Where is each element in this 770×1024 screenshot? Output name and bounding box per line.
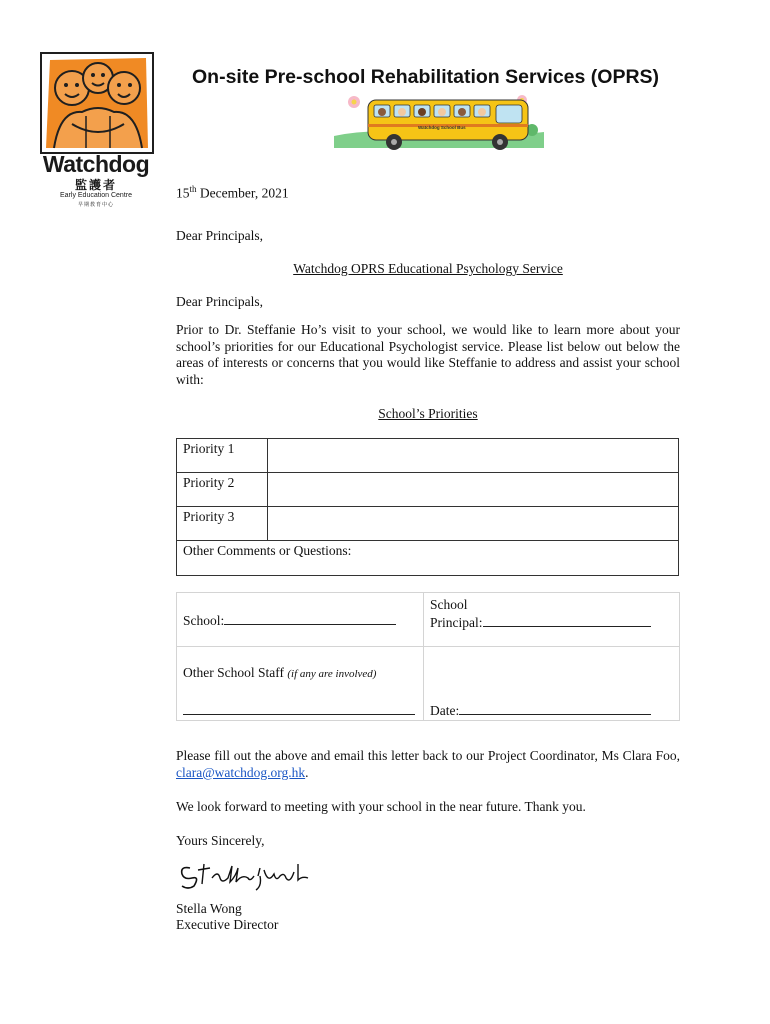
logo-wordmark: Watchdog	[42, 151, 150, 177]
logo-children-illustration	[40, 52, 154, 154]
letter-subject: Watchdog OPRS Educational Psychology Service	[293, 261, 563, 276]
closing-paragraph	[176, 748, 680, 781]
signer-title: Executive Director	[176, 917, 279, 932]
logo-chinese-name: 監護者	[74, 178, 117, 192]
bus-label: Watchdog School Bus	[418, 125, 466, 130]
look-forward-text: We look forward to meeting with your school in the near future. Thank you.	[176, 799, 586, 814]
staff-note: (if any are involved)	[287, 668, 377, 680]
priority-label: Priority 2	[177, 473, 268, 507]
priorities-table	[176, 438, 679, 576]
priority-row	[177, 473, 679, 507]
principal-blank-line	[483, 613, 651, 627]
signer-name: Stella Wong	[176, 901, 242, 916]
principal-field[interactable]	[424, 593, 680, 647]
logo-subtitle: Early Education Centre	[60, 192, 132, 199]
watchdog-logo	[40, 52, 152, 208]
date-suffix: th	[189, 184, 197, 194]
handwritten-signature	[176, 856, 316, 892]
intro-paragraph: Prior to Dr. Steffanie Ho’s visit to your school, we would like to learn more about your school’s priorities for our Educational Psychologist service. Please list below out below the areas of interests or concerns that you would like Steffanie to address and assist your school with:	[176, 322, 680, 387]
staff-field[interactable]	[177, 647, 424, 721]
principal-label-line1: School	[430, 597, 468, 612]
priority-2-field[interactable]	[268, 473, 679, 507]
other-comments-row[interactable]	[177, 541, 679, 576]
priority-label: Priority 3	[177, 507, 268, 541]
coordinator-email-link[interactable]: clara@watchdog.org.hk	[176, 764, 306, 780]
priority-row	[177, 507, 679, 541]
closing-text: Please fill out the above and email this letter back to our Project Coordinator, Ms Clara Foo,	[176, 748, 680, 763]
school-bus-illustration	[332, 92, 546, 156]
sign-off: Yours Sincerely,	[176, 833, 265, 848]
date-month-year: December, 2021	[196, 185, 289, 201]
greeting-2: Dear Principals,	[176, 294, 263, 309]
date-blank-line	[459, 701, 651, 715]
letter-date	[176, 181, 289, 202]
date-day: 15	[176, 185, 190, 201]
date-field[interactable]	[424, 647, 680, 721]
priority-3-field[interactable]	[268, 507, 679, 541]
other-comments-label: Other Comments or Questions:	[177, 541, 679, 576]
priorities-heading: School’s Priorities	[378, 406, 478, 421]
signature-form	[176, 592, 680, 721]
staff-label: Other School Staff	[183, 665, 288, 680]
principal-label-line2: Principal:	[430, 615, 483, 630]
priority-label: Priority 1	[177, 439, 268, 473]
logo-subtitle-chinese: 早期教育中心	[77, 202, 114, 208]
date-label: Date:	[430, 703, 460, 718]
greeting: Dear Principals,	[176, 228, 263, 243]
school-label: School:	[183, 612, 225, 628]
closing-period: .	[305, 764, 309, 780]
school-field[interactable]	[177, 593, 424, 647]
page-title: On-site Pre-school Rehabilitation Services (OPRS)	[192, 66, 660, 88]
priority-1-field[interactable]	[268, 439, 679, 473]
school-blank-line	[224, 611, 396, 625]
priority-row	[177, 439, 679, 473]
staff-blank-line	[183, 701, 415, 715]
